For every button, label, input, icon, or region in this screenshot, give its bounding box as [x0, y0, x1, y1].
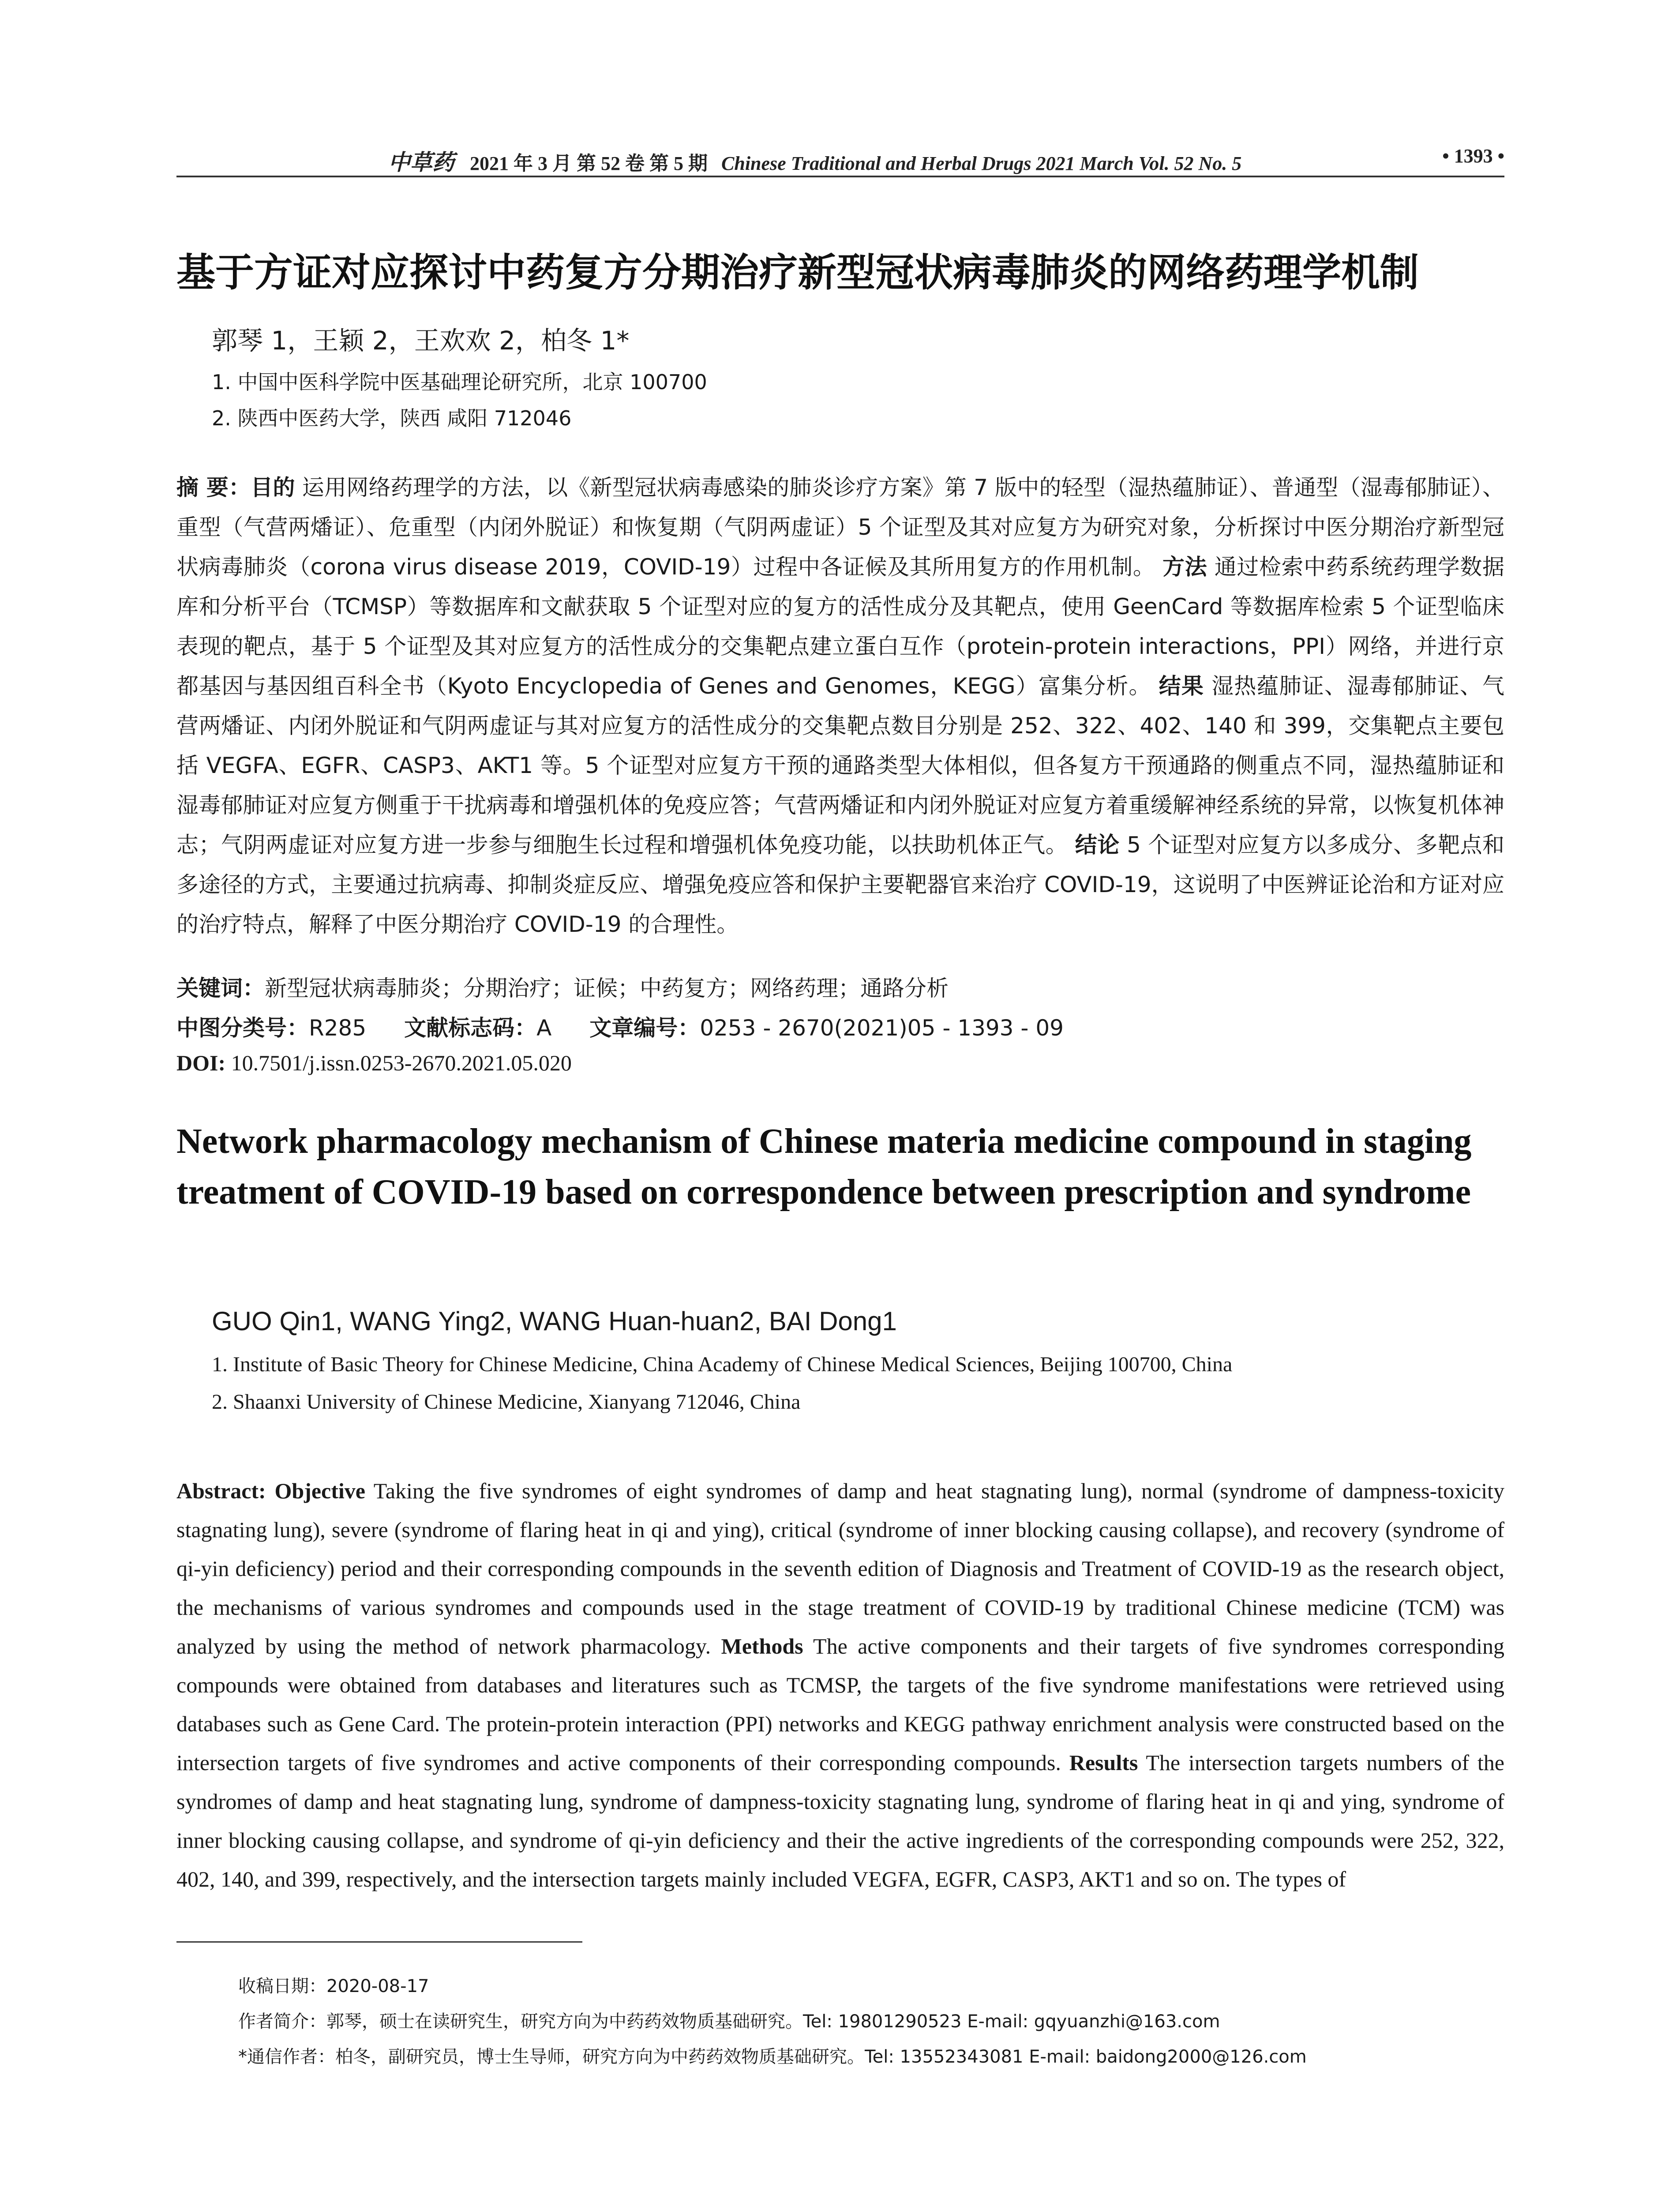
keywords-label: 关键词： [176, 975, 265, 1001]
author-bio-text: 郭琴，硕士在读研究生，研究方向为中药药效物质基础研究。Tel: 19801290523 E-mail: gqyuanzhi@163.com [326, 2011, 1220, 2032]
methods-text-en: The active components and their targets of five syndromes corresponding compounds were obtained from databases and literatures such as TCMSP, the targets of the five syndrome manifestations were retrieved using databases such as Gene Card. The protein-protein interaction (PPI) networks and KEGG pathway enrichment analysis were constructed based on the intersection targets of five syndromes and active components of their corresponding compounds. [176, 1634, 1505, 1775]
affiliation-en-2: 2. Shaanxi University of Chinese Medicine, Xianyang 712046, China [212, 1390, 801, 1414]
abstract-cn-label: 摘 要： [176, 475, 251, 500]
issue-cn: 2021 年 3 月 第 52 卷 第 5 期 [470, 153, 708, 174]
abstract-en-label: Abstract: [176, 1478, 266, 1503]
authors-cn: 郭琴 1，王颖 2，王欢欢 2，柏冬 1* [212, 326, 630, 356]
corresponding-author-note [238, 2043, 1307, 2068]
results-label-en: Results [1069, 1750, 1138, 1775]
abstract-en [176, 1471, 1504, 1898]
author-bio-label: 作者简介： [238, 2011, 326, 2032]
methods-label-cn: 方法 [1162, 554, 1208, 580]
results-text-en: The intersection targets numbers of the syndromes of damp and heat stagnating lung, syndrome of dampness-toxicity stagnating lung, syndrome of flaring heat in qi and ying, syndrome of inner blocking causing collapse, and syndrome of qi-yin deficiency and their the active ingredients of the corresponding compounds were 252, 322, 402, 140, and 399, respectively, and the intersection targets mainly included VEGFA, EGFR, CASP3, AKT1 and so on. The types of [176, 1750, 1504, 1891]
classification-line [176, 1010, 1504, 1042]
journal-name-cn: 中草药 [388, 149, 454, 175]
methods-label-en: Methods [721, 1634, 803, 1658]
received-label: 收稿日期： [238, 1976, 326, 1996]
doi-line [176, 1050, 1504, 1076]
author-bio-note [238, 2007, 1220, 2033]
clc-label: 中图分类号： [176, 1015, 309, 1041]
running-header-center [388, 145, 1241, 176]
corresponding-text: 柏冬，副研究员，博士生导师，研究方向为中药药效物质基础研究。Tel: 13552343081 E-mail: baidong2000@126.com [335, 2047, 1307, 2067]
journal-name-en: Chinese Traditional and Herbal Drugs 2021 March Vol. 52 No. 5 [721, 153, 1242, 174]
corresponding-label: *通信作者： [238, 2047, 335, 2067]
methods-text-cn: 通过检索中药系统药理学数据库和分析平台（TCMSP）等数据库和文献获取 5 个证型对应的复方的活性成分及其靶点，使用 GeenCard 等数据库检索 5 个证型临床表现的靶点，基于 5 个证型及其对应复方的活性成分的交集靶点建立蛋白互作（protein-protein interactions，PPI）网络，并进行京都基因与基因组百科全书（Kyoto Encyclopedia of Genes and Genomes，KEGG）富集分析。 [176, 554, 1505, 699]
keywords-line [176, 971, 1504, 1002]
running-header [176, 140, 1504, 177]
received-date-note [238, 1972, 429, 1997]
doc-code-label: 文献标志码： [404, 1015, 537, 1041]
objective-text-en: Taking the five syndromes of eight syndromes of damp and heat stagnating lung), normal (syndrome of dampness-toxicity stagnating lung), severe (syndrome of flaring heat in qi and ying), critical (syndrome of inner blocking causing collapse), and recovery (syndrome of qi-yin deficiency) period and their corresponding compounds in the seventh edition of Diagnosis and Treatment of COVID-19 as the research object, the mechanisms of various syndromes and compounds used in the stage treatment of COVID-19 by traditional Chinese medicine (TCM) was analyzed by using the method of network pharmacology. [176, 1478, 1504, 1658]
conclusion-text-cn: 5 个证型对应复方以多成分、多靶点和多途径的方式，主要通过抗病毒、抑制炎症反应、增强免疫应答和保护主要靶器官来治疗 COVID-19，这说明了中医辨证论治和方证对应的治疗特点，解释了中医分期治疗 COVID-19 的合理性。 [176, 832, 1504, 937]
clc-value: R285 [309, 1015, 367, 1041]
doi-value: 10.7501/j.issn.0253-2670.2021.05.020 [231, 1050, 572, 1075]
objective-label-cn: 目的 [251, 475, 295, 500]
results-label-cn: 结果 [1159, 673, 1204, 699]
affiliation-en-1: 1. Institute of Basic Theory for Chinese Medicine, China Academy of Chinese Medical Sciences, Beijing 100700, China [212, 1353, 1233, 1376]
conclusion-label-cn: 结论 [1075, 832, 1120, 858]
doc-code-value: A [536, 1015, 552, 1041]
objective-label-en: Objective [274, 1478, 365, 1503]
page-number: • 1393 • [1442, 145, 1504, 167]
received-date: 2020-08-17 [326, 1976, 429, 1996]
affiliation-cn-2: 2. 陕西中医药大学，陕西 咸阳 712046 [212, 406, 572, 430]
article-title-cn: 基于方证对应探讨中药复方分期治疗新型冠状病毒肺炎的网络药理学机制 [176, 250, 1419, 295]
doi-label: DOI: [176, 1050, 226, 1075]
results-text-cn: 湿热蕴肺证、湿毒郁肺证、气营两燔证、内闭外脱证和气阴两虚证与其对应复方的活性成分的交集靶点数目分别是 252、322、402、140 和 399，交集靶点主要包括 VEGFA、EGFR、CASP3、AKT1 等。5 个证型对应复方干预的通路类型大体相似，但各复方干预通路的侧重点不同，湿热蕴肺证和湿毒郁肺证对应复方侧重于干扰病毒和增强机体的免疫应答；气营两燔证和内闭外脱证对应复方着重缓解神经系统的异常，以恢复机体神志；气阴两虚证对应复方进一步参与细胞生长过程和增强机体免疫功能，以扶助机体正气。 [176, 673, 1505, 858]
abstract-cn [176, 468, 1504, 944]
authors-en: GUO Qin1, WANG Ying2, WANG Huan-huan2, BAI Dong1 [212, 1306, 897, 1336]
article-title-en: Network pharmacology mechanism of Chinese materia medicine compound in staging treatment of COVID-19 based on correspondence between prescription and syndrome [176, 1122, 1472, 1212]
footnote-divider [176, 1941, 582, 1943]
keywords-text: 新型冠状病毒肺炎；分期治疗；证候；中药复方；网络药理；通路分析 [265, 975, 949, 1001]
affiliation-cn-1: 1. 中国中医科学院中医基础理论研究所，北京 100700 [212, 370, 707, 394]
objective-text-cn: 运用网络药理学的方法，以《新型冠状病毒感染的肺炎诊疗方案》第 7 版中的轻型（湿热蕴肺证）、普通型（湿毒郁肺证）、重型（气营两燔证）、危重型（内闭外脱证）和恢复期（气阴两虚证）5 个证型及其对应复方为研究对象，分析探讨中医分期治疗新型冠状病毒肺炎（corona virus disease 2019，COVID-19）过程中各证候及其所用复方的作用机制。 [176, 475, 1504, 580]
article-number-label: 文章编号： [589, 1015, 700, 1041]
article-number-value: 0253 - 2670(2021)05 - 1393 - 09 [700, 1015, 1064, 1041]
